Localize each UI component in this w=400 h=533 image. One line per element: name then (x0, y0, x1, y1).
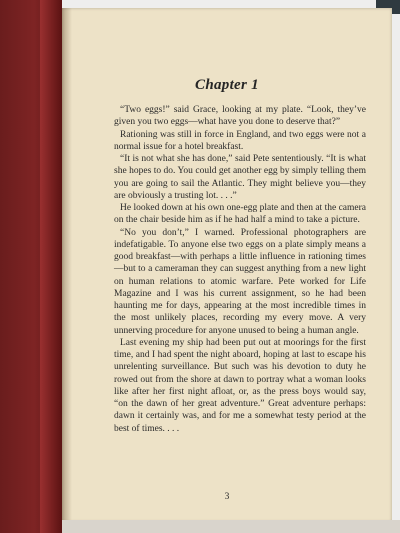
book-cover-edge (40, 0, 62, 533)
paragraph-4: He looked down at his own one-egg plate and then at the camera on the chair beside him as if he had half a mind to take a picture. (114, 203, 366, 226)
paragraph-1: “Two eggs!” said Grace, looking at my plate. “Look, they’ve given you two eggs—what have you done to deserve that?” (114, 105, 366, 128)
chapter-body (114, 104, 366, 435)
page-number: 3 (224, 492, 230, 502)
paragraph-3: “It is not what she has done,” said Pete sententiously. “It is what she hopes to do. You could get another egg by simply telling them you are going to sail the Atlantic. They might believe you—they are obviously a trusting lot. . . .” (114, 154, 366, 201)
paragraph-2: Rationing was still in force in England, and two eggs were not a normal issue for a hotel breakfast. (114, 129, 366, 152)
book-bottom-edge (62, 520, 400, 533)
chapter-title: Chapter 1 (195, 77, 259, 93)
book-cover-left (0, 0, 62, 533)
paragraph-5: “No you don’t,” I warned. Professional photographers are indefatigable. To anyone else two eggs on a plate simply means a good breakfast—with perhaps a little influence in rationing times—but to a cameraman they can suggest anything from a new light on human relations to atomic warfare. Pete worked for Life Magazine and I was his current assignment, so he had been haunting me for days, appearing at the most incredible times in the most unlikely places, recording my every move. A very unnerving procedure for anyone unused to being a human angle. (114, 227, 366, 336)
paragraph-6: Last evening my ship had been put out at moorings for the first time, and I had spent the night aboard, hoping at last to escape his unrelenting surveillance. But such was his devotion to duty he rowed out from the shore at dawn to portray what a woman looks like after her first night afloat, or, as the press boys would say, “on the dawn of her great adventure.” Great adventure perhaps: dawn it certainly was, and for me a somewhat testy period at the best of times. . . . (114, 337, 366, 434)
